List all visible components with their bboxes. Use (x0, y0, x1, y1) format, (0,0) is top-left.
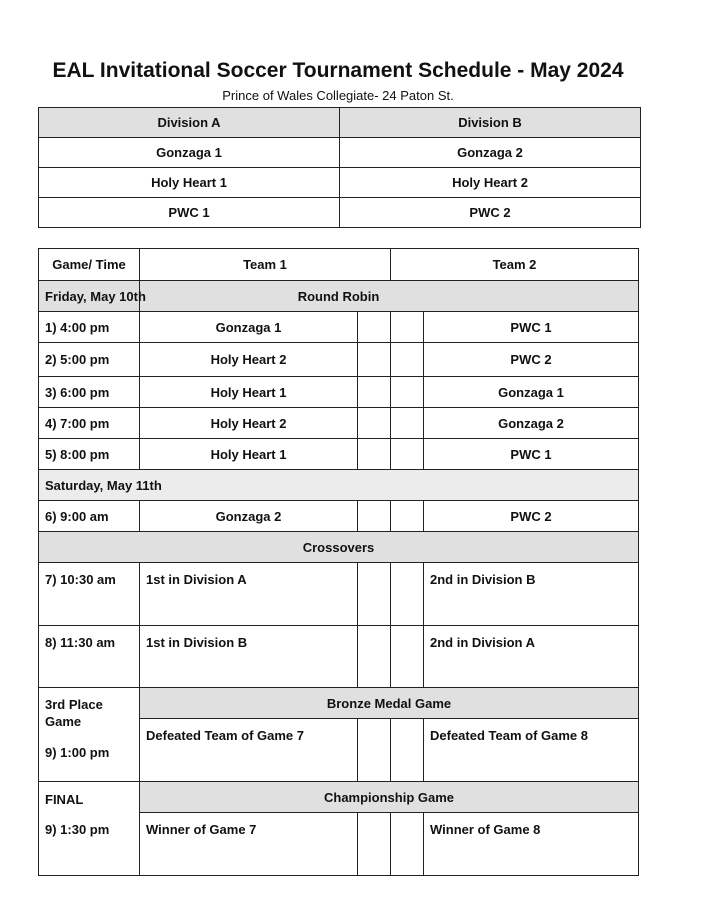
table-row (39, 626, 639, 688)
table-row (39, 377, 639, 408)
score2-cell (391, 626, 424, 688)
table-row (39, 312, 639, 343)
round-robin-label: Round Robin (140, 281, 639, 312)
game-time: 6) 9:00 am (39, 501, 140, 532)
team1-cell: Winner of Game 7 (140, 813, 358, 876)
venue-subtitle: Prince of Wales Collegiate- 24 Paton St. (222, 88, 454, 103)
team1-cell: Holy Heart 1 (140, 377, 358, 408)
score1-cell (358, 312, 391, 343)
divisions-table (38, 107, 641, 228)
friday-section-row (39, 281, 639, 312)
game-time: 5) 8:00 pm (39, 439, 140, 470)
score1-cell (358, 719, 391, 782)
bronze-title-row (39, 688, 639, 719)
team1-cell: Defeated Team of Game 7 (140, 719, 358, 782)
divisions-header-row (39, 108, 641, 138)
team2-cell: PWC 1 (424, 439, 639, 470)
table-row (39, 198, 641, 228)
division-a-team: Holy Heart 1 (39, 168, 340, 198)
game-time: 3) 6:00 pm (39, 377, 140, 408)
score1-cell (358, 626, 391, 688)
division-b-team: Gonzaga 2 (340, 138, 641, 168)
final-label-cell (39, 782, 140, 876)
division-b-team: PWC 2 (340, 198, 641, 228)
final-title-row (39, 782, 639, 813)
game-time-header: Game/ Time (39, 249, 140, 281)
schedule-header-row (39, 249, 639, 281)
table-row (39, 563, 639, 626)
team2-cell: 2nd in Division A (424, 626, 639, 688)
final-time: 9) 1:30 pm (45, 822, 110, 837)
team1-cell: 1st in Division A (140, 563, 358, 626)
division-b-header: Division B (340, 108, 641, 138)
score2-cell (391, 312, 424, 343)
score1-cell (358, 377, 391, 408)
game-time: 8) 11:30 am (39, 626, 140, 688)
team2-cell: Winner of Game 8 (424, 813, 639, 876)
team2-cell: 2nd in Division B (424, 563, 639, 626)
table-row (39, 138, 641, 168)
crossovers-label: Crossovers (39, 532, 639, 563)
score2-cell (391, 813, 424, 876)
friday-day-label: Friday, May 10th (39, 281, 140, 312)
game-time: 2) 5:00 pm (39, 343, 140, 377)
team2-cell: PWC 2 (424, 343, 639, 377)
bronze-medal-title: Bronze Medal Game (140, 688, 639, 719)
score1-cell (358, 813, 391, 876)
team2-cell: Gonzaga 2 (424, 408, 639, 439)
game-time: 4) 7:00 pm (39, 408, 140, 439)
team1-cell: Holy Heart 1 (140, 439, 358, 470)
table-row (39, 501, 639, 532)
team1-cell: 1st in Division B (140, 626, 358, 688)
bronze-label-line1: 3rd Place (45, 697, 103, 712)
table-row (39, 343, 639, 377)
team2-cell: Gonzaga 1 (424, 377, 639, 408)
score1-cell (358, 408, 391, 439)
score2-cell (391, 501, 424, 532)
score1-cell (358, 501, 391, 532)
division-a-team: Gonzaga 1 (39, 138, 340, 168)
bronze-time: 9) 1:00 pm (45, 745, 110, 760)
table-row (39, 439, 639, 470)
division-b-team: Holy Heart 2 (340, 168, 641, 198)
page-title: EAL Invitational Soccer Tournament Schedule - May 2024 (52, 59, 624, 82)
score1-cell (358, 439, 391, 470)
score2-cell (391, 719, 424, 782)
saturday-section-row (39, 470, 639, 501)
score1-cell (358, 563, 391, 626)
bronze-label-line2: Game (45, 714, 82, 729)
score2-cell (391, 408, 424, 439)
team1-cell: Gonzaga 1 (140, 312, 358, 343)
score2-cell (391, 563, 424, 626)
team2-cell: PWC 2 (424, 501, 639, 532)
championship-title: Championship Game (140, 782, 639, 813)
team2-cell: PWC 1 (424, 312, 639, 343)
saturday-day-label: Saturday, May 11th (39, 470, 639, 501)
team2-cell: Defeated Team of Game 8 (424, 719, 639, 782)
division-a-team: PWC 1 (39, 198, 340, 228)
table-row (39, 408, 639, 439)
division-a-header: Division A (39, 108, 340, 138)
schedule-table (38, 248, 639, 876)
score1-cell (358, 343, 391, 377)
score2-cell (391, 343, 424, 377)
game-time: 1) 4:00 pm (39, 312, 140, 343)
game-time: 7) 10:30 am (39, 563, 140, 626)
team1-cell: Gonzaga 2 (140, 501, 358, 532)
bronze-label-cell (39, 688, 140, 782)
crossovers-section-row (39, 532, 639, 563)
table-row (39, 168, 641, 198)
team1-cell: Holy Heart 2 (140, 343, 358, 377)
team1-cell: Holy Heart 2 (140, 408, 358, 439)
team2-header: Team 2 (391, 249, 639, 281)
score2-cell (391, 439, 424, 470)
final-label: FINAL (45, 792, 84, 807)
team1-header: Team 1 (140, 249, 391, 281)
score2-cell (391, 377, 424, 408)
